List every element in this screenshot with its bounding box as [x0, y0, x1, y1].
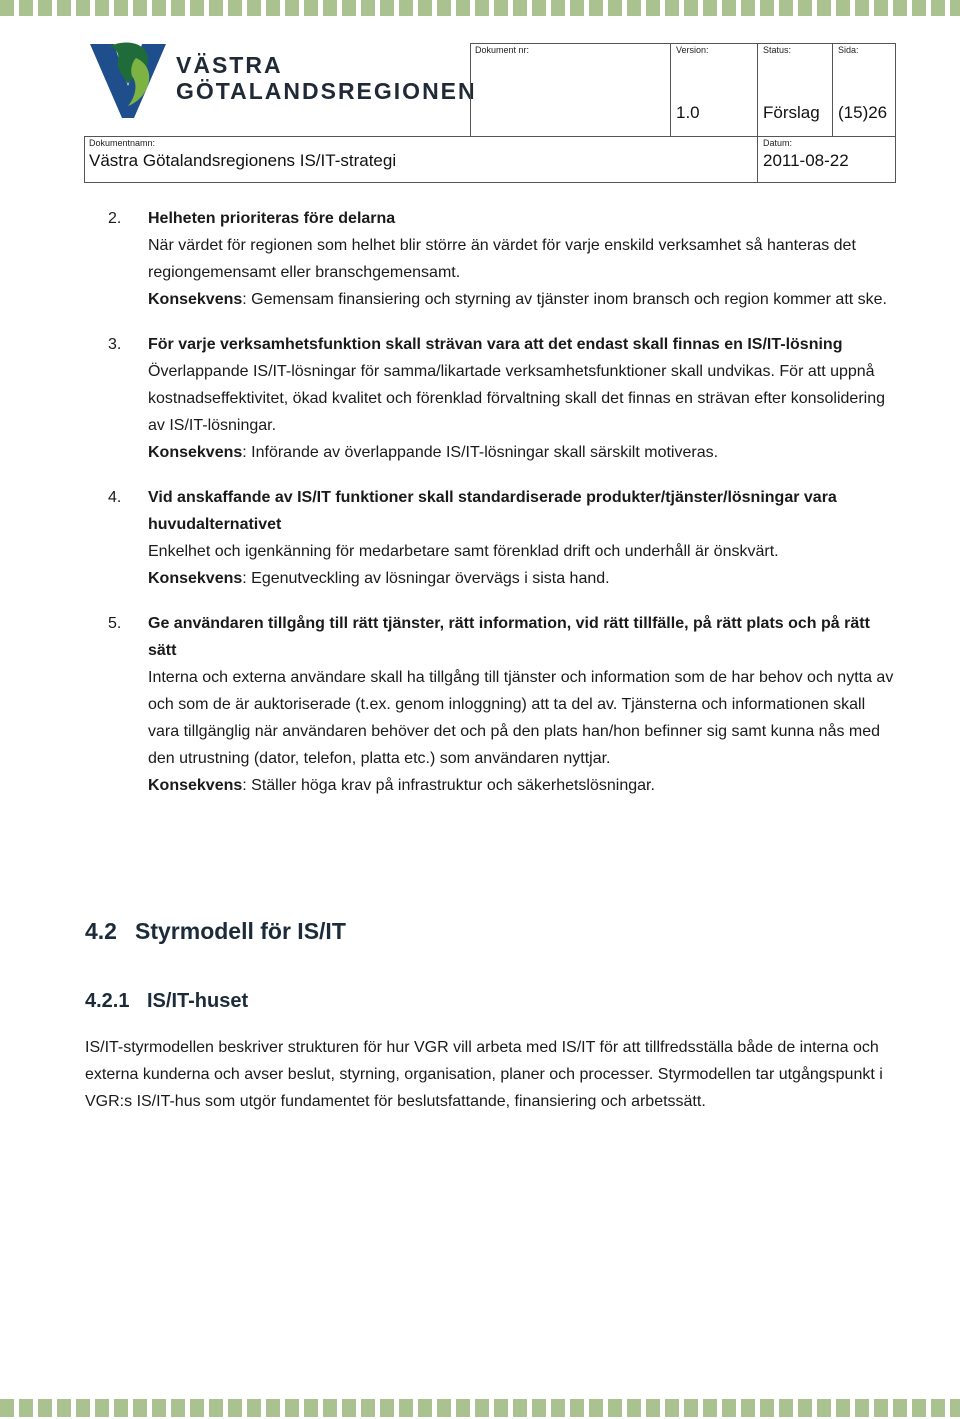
- principle-consequence: [148, 772, 895, 799]
- bottom-decorative-stripe: [0, 1399, 960, 1417]
- section-heading: [85, 918, 346, 945]
- subsection-heading: [85, 990, 248, 1013]
- page-value: (15)26: [838, 103, 888, 122]
- doc-name-label: Dokumentnamn:: [89, 138, 156, 148]
- logo-line-1: VÄSTRA: [176, 52, 283, 78]
- principle-body: Enkelhet och igenkänning för medarbetare samt förenklad drift och underhåll är önskvärt.: [148, 543, 779, 560]
- principle-number: 2.: [108, 210, 122, 227]
- header-divider-4: [757, 136, 758, 183]
- principles-list: [85, 205, 895, 817]
- consequence-label: Konsekvens: [148, 570, 243, 587]
- consequence-label: Konsekvens: [148, 777, 243, 794]
- doc-name-value: Västra Götalandsregionens IS/IT-strategi: [89, 151, 397, 170]
- subsection-title: IS/IT-huset: [147, 990, 249, 1012]
- principle-title: Ge användaren tillgång till rätt tjänster, rätt information, vid rätt tillfälle, på rätt plats och på rätt sätt: [148, 615, 870, 659]
- principle-title: För varje verksamhetsfunktion skall strävan vara att det endast skall finnas en IS/IT-lösning: [148, 336, 843, 353]
- principle-number: 3.: [108, 336, 122, 353]
- consequence-label: Konsekvens: [148, 291, 243, 308]
- body-paragraph: IS/IT-styrmodellen beskriver strukturen för hur VGR vill arbeta med IS/IT för att tillfredsställa både de interna och externa kunderna och avser beslut, styrning, organisation, planer och processer. Styrmodellen tar utgångspunkt i VGR:s IS/IT-hus som utgör fundamentet för beslutsfattande, finansiering och arbetssätt.: [85, 1039, 883, 1110]
- principle-consequence: [148, 565, 895, 592]
- principle-title: Helheten prioriteras före delarna: [148, 210, 396, 227]
- consequence-text: : Gemensam finansiering och styrning av tjänster inom bransch och region kommer att ske.: [242, 291, 887, 308]
- doc-number-label: Dokument nr:: [475, 45, 530, 55]
- principle-item: [85, 205, 895, 313]
- top-decorative-stripe: [0, 0, 960, 16]
- principle-item: [85, 331, 895, 466]
- principle-item: [85, 610, 895, 799]
- version-label: Version:: [676, 45, 709, 55]
- principle-body: Interna och externa användare skall ha tillgång till tjänster och information som de har behov och nytta av och som de är auktoriserade (t.ex. genom inloggning) att ta del av. Tjänsterna och informationen skall vara tillgänglig när användaren behöver det och på den plats han/hon befinner sig samt kunna nås med den utrustning (dator, telefon, platta etc.) som användaren nyttjar.: [148, 669, 894, 767]
- page-label: Sida:: [838, 45, 859, 55]
- principle-body: När värdet för regionen som helhet blir större än värdet för varje enskild verksamhet så hanteras det regiongemensamt eller branschgemensamt.: [148, 237, 856, 281]
- principle-number: 4.: [108, 489, 122, 506]
- version-value: 1.0: [676, 103, 700, 122]
- date-value: 2011-08-22: [763, 151, 849, 170]
- logo-line-2: GÖTALANDSREGIONEN: [176, 78, 477, 104]
- principle-number: 5.: [108, 615, 122, 632]
- status-label: Status:: [763, 45, 792, 55]
- status-value: Förslag: [763, 103, 820, 122]
- principle-item: [85, 484, 895, 592]
- principle-consequence: [148, 439, 895, 466]
- section-number: 4.2: [85, 918, 117, 944]
- principle-consequence: [148, 286, 895, 313]
- header-divider-1: [470, 43, 671, 137]
- consequence-label: Konsekvens: [148, 444, 243, 461]
- consequence-text: : Ställer höga krav på infrastruktur och säkerhetslösningar.: [242, 777, 655, 794]
- logo-mark-icon: [88, 40, 174, 120]
- subsection-number: 4.2.1: [85, 990, 130, 1012]
- principle-body: Överlappande IS/IT-lösningar för samma/likartade verksamhetsfunktioner skall undvikas. För att uppnå kostnadseffektivitet, ökad kvalitet och förenklad förvaltning skall det finnas en strävan efter konsolidering av IS/IT-lösningar.: [148, 363, 886, 434]
- consequence-text: : Egenutveckling av lösningar övervägs i sista hand.: [242, 570, 610, 587]
- consequence-text: : Införande av överlappande IS/IT-lösningar skall särskilt motiveras.: [242, 444, 719, 461]
- date-label: Datum:: [763, 138, 793, 148]
- principle-title: Vid anskaffande av IS/IT funktioner skall standardiserade produkter/tjänster/lösningar vara huvudalternativet: [148, 489, 837, 533]
- section-title: Styrmodell för IS/IT: [135, 918, 346, 944]
- vgr-logo: [88, 40, 477, 125]
